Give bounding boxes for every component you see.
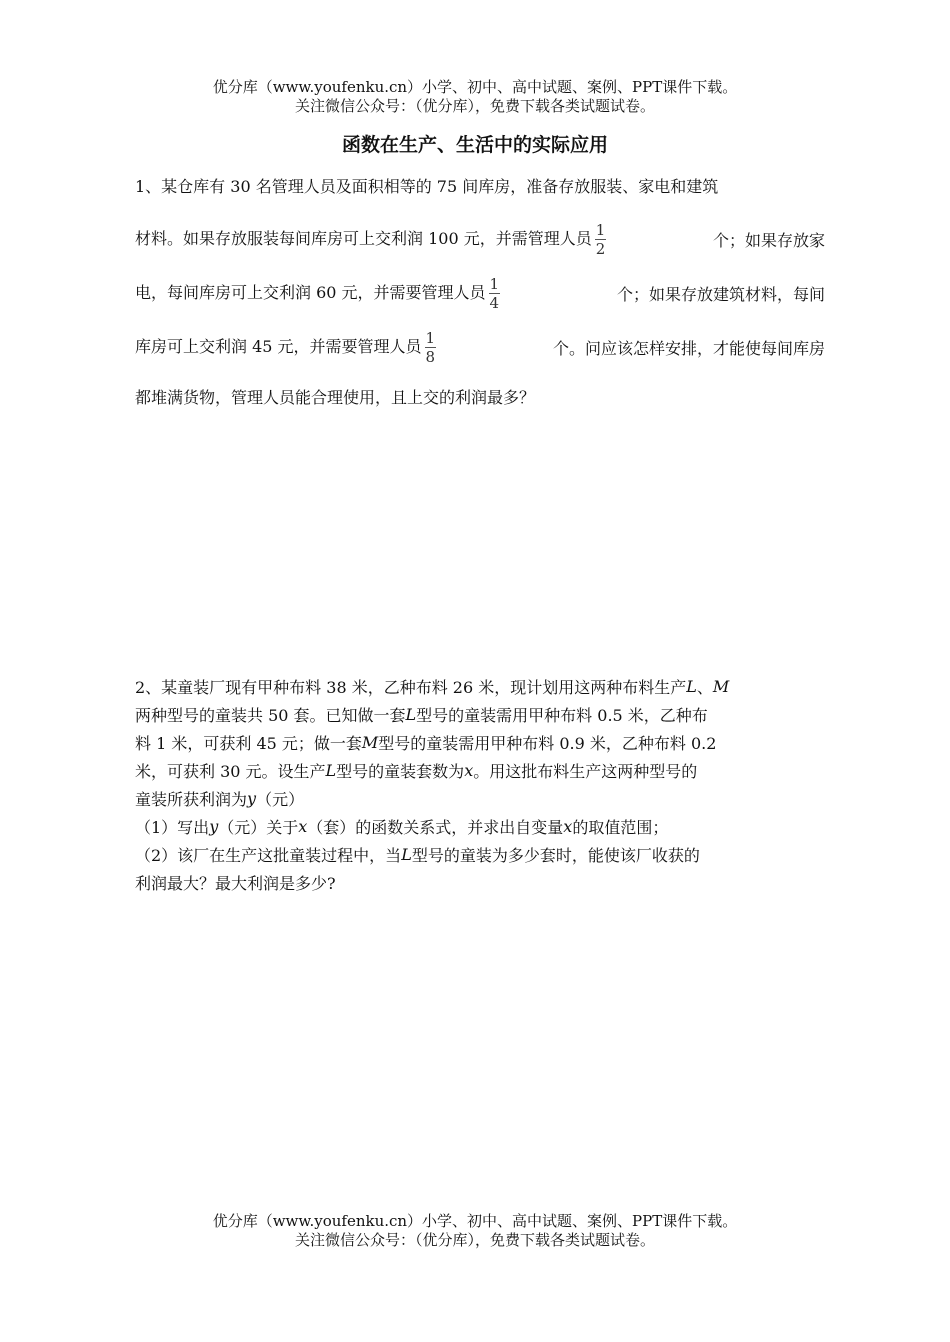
fraction-one-eighth: $\frac{1}{8}$ xyxy=(425,328,436,366)
var-x: x xyxy=(298,816,308,836)
footer-line-1: 优分库（www.youfenku.cn）小学、初中、高中试题、案例、PPT课件下载。 xyxy=(212,1212,738,1230)
page-header xyxy=(0,78,950,116)
page-footer xyxy=(0,1212,950,1250)
q2-line-2: 两种型号的童装共 50 套。已知做一套 L 型号的童装需用甲种布料 0.5 米，乙种布 xyxy=(135,704,708,725)
q2-line-4: 米，可获利 30 元。设生产 L 型号的童装套数为 x 。用这批布料生产这两种型号的 xyxy=(135,760,698,781)
q2-line-3: 料 1 米，可获利 45 元；做一套 M 型号的童装需用甲种布料 0.9 米，乙种布料 0.2 xyxy=(135,732,717,753)
q1-text: 个；如果存放家 xyxy=(712,230,825,250)
var-M: M xyxy=(712,676,730,696)
fraction-one-quarter: $\frac{1}{4}$ xyxy=(489,274,500,312)
q1-text: 个。问应该怎样安排，才能使每间库房 xyxy=(552,338,825,358)
q1-line-3 xyxy=(135,266,825,320)
q1-line-2 xyxy=(135,212,825,266)
q2-line-6: （1）写出 y （元）关于 x （套）的函数关系式，并求出自变量 x 的取值范围； xyxy=(135,816,669,837)
q2-line-5: 童装所获利润为 y （元） xyxy=(135,788,305,809)
header-line-2: 关注微信公众号：（优分库），免费下载各类试题试卷。 xyxy=(294,97,655,115)
fraction-one-half: $\frac{1}{2}$ xyxy=(595,220,606,258)
var-L: L xyxy=(686,676,697,696)
header-line-1: 优分库（www.youfenku.cn）小学、初中、高中试题、案例、PPT课件下载。 xyxy=(212,78,738,96)
var-x: x xyxy=(563,816,573,836)
question-2 xyxy=(135,672,825,896)
q2-line-1: 2、某童装厂现有甲种布料 38 米，乙种布料 26 米，现计划用这两种布料生产 L 、 M xyxy=(135,676,730,697)
var-x: x xyxy=(464,760,474,780)
var-y: y xyxy=(209,816,219,836)
q1-line-4 xyxy=(135,320,825,374)
q2-line-7: （2）该厂在生产这批童装过程中，当 L 型号的童装为多少套时，能使该厂收获的 xyxy=(135,844,700,865)
q1-text: 个；如果存放建筑材料，每间 xyxy=(616,284,825,304)
question-1 xyxy=(135,158,825,418)
footer-line-2: 关注微信公众号：（优分库），免费下载各类试题试卷。 xyxy=(294,1231,655,1249)
q1-text: 材料。如果存放服装每间库房可上交利润 100 元，并需管理人员 xyxy=(135,228,592,248)
var-L: L xyxy=(325,760,337,780)
page-title: 函数在生产、生活中的实际应用 xyxy=(341,134,608,156)
var-L: L xyxy=(405,704,417,724)
q1-line-1: 1、某仓库有 30 名管理人员及面积相等的 75 间库房，准备存放服装、家电和建筑 xyxy=(135,176,719,196)
var-M: M xyxy=(361,732,379,752)
q1-text: 库房可上交利润 45 元，并需要管理人员 xyxy=(135,336,422,356)
var-y: y xyxy=(247,788,257,808)
q2-line-8: 利润最大？最大利润是多少? xyxy=(135,873,336,893)
q1-line-5: 都堆满货物，管理人员能合理使用，且上交的利润最多？ xyxy=(135,387,536,407)
q1-text: 电，每间库房可上交利润 60 元，并需要管理人员 xyxy=(135,282,486,302)
var-L: L xyxy=(401,844,412,864)
